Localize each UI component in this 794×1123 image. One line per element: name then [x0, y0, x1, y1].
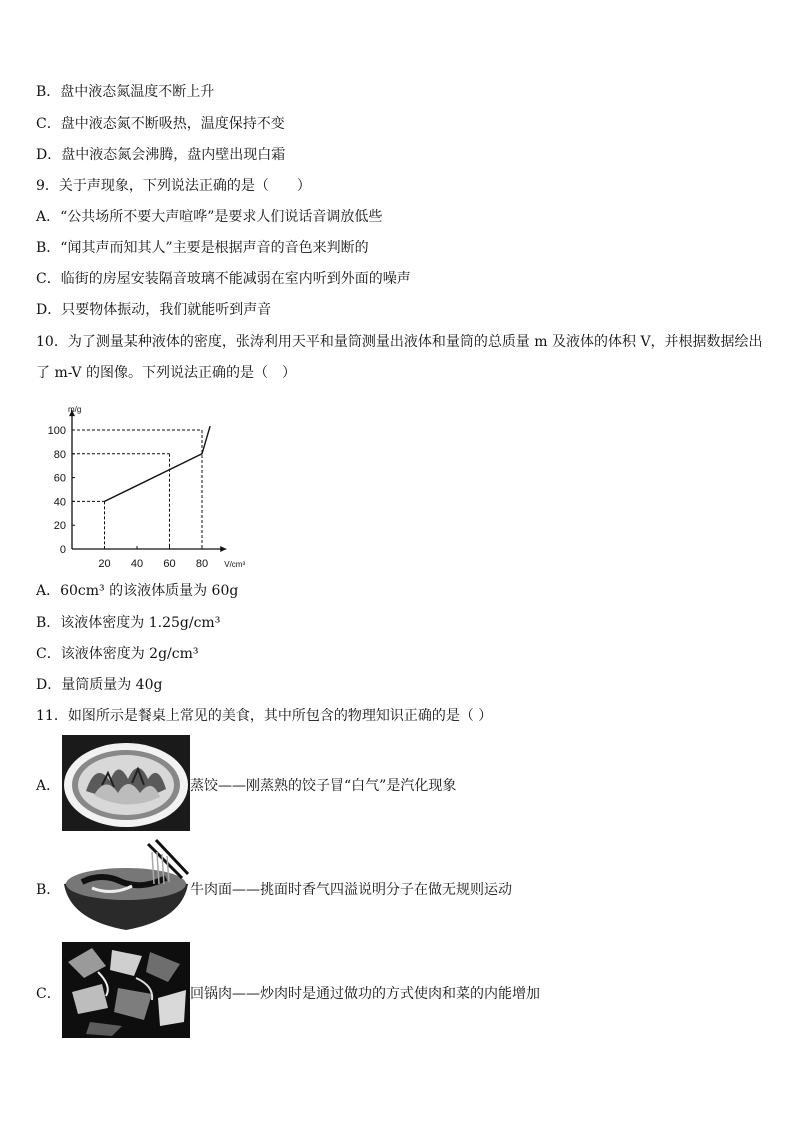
q9-option-c: C．临街的房屋安装隔音玻璃不能减弱在室内听到外面的噪声	[36, 271, 411, 287]
series-line	[105, 426, 211, 501]
y-tick-label: 100	[47, 425, 66, 437]
q10-stem-line2: 了 m-V 的图像。下列说法正确的是（ ）	[36, 365, 296, 381]
x-tick-label: 20	[98, 558, 111, 570]
q11-stem: 11．如图所示是餐桌上常见的美食，其中所包含的物理知识正确的是（ ）	[36, 708, 493, 724]
y-tick-label: 40	[53, 496, 66, 509]
q10-option-d: D．量筒质量为 40g	[36, 677, 163, 693]
y-tick-label: 0	[59, 544, 66, 556]
q9-option-d: D．只要物体振动，我们就能听到声音	[36, 302, 272, 318]
beef-noodles-photo	[62, 838, 190, 938]
q10-stem-line1: 10．为了测量某种液体的密度，张涛利用天平和量筒测量出液体和量筒的总质量 m 及液体的体积 V，并根据数据绘出	[36, 334, 763, 350]
y-tick-label: 80	[53, 448, 66, 461]
y-tick-label: 20	[53, 520, 66, 533]
q9-stem: 9．关于声现象，下列说法正确的是（ ）	[36, 178, 311, 194]
q11-option-b-text: 牛肉面——挑面时香气四溢说明分子在做无规则运动	[190, 882, 512, 898]
y-axis-label: m/g	[68, 405, 82, 415]
q10-option-a: A．60cm³ 的该液体质量为 60g	[36, 583, 239, 599]
q11-option-b-letter: B．	[36, 882, 61, 898]
x-axis-label: V/cm³	[224, 560, 246, 569]
x-tick-label: 40	[130, 558, 144, 570]
q8-option-b: B．盘中液态氮温度不断上升	[36, 84, 215, 100]
y-tick-label: 60	[53, 472, 66, 485]
q11-option-a-text: 蒸饺——刚蒸熟的饺子冒“白气”是汽化现象	[190, 778, 457, 794]
twice-cooked-pork-photo	[62, 942, 190, 1042]
x-axis-arrow	[220, 546, 226, 552]
q9-option-b: B．“闻其声而知其人”主要是根据声音的音色来判断的	[36, 240, 369, 256]
x-tick-label: 80	[195, 558, 209, 570]
x-tick-label: 60	[163, 558, 176, 570]
q11-option-c-letter: C．	[36, 986, 61, 1002]
q10-option-c: C．该液体密度为 2g/cm³	[36, 646, 199, 662]
q10-option-b: B．该液体密度为 1.25g/cm³	[36, 615, 221, 631]
q8-option-d: D．盘中液态氮会沸腾，盘内壁出现白霜	[36, 147, 286, 163]
q9-option-a: A．“公共场所不要大声喧哗”是要求人们说话音调放低些	[36, 209, 383, 225]
q11-option-c-text: 回锅肉——炒肉时是通过做功的方式使肉和菜的内能增加	[190, 986, 540, 1002]
dumplings-photo	[62, 735, 190, 835]
q11-option-a-letter: A．	[36, 778, 61, 794]
q8-option-c: C．盘中液态氮不断吸热，温度保持不变	[36, 116, 285, 132]
m-v-graph	[30, 395, 260, 575]
